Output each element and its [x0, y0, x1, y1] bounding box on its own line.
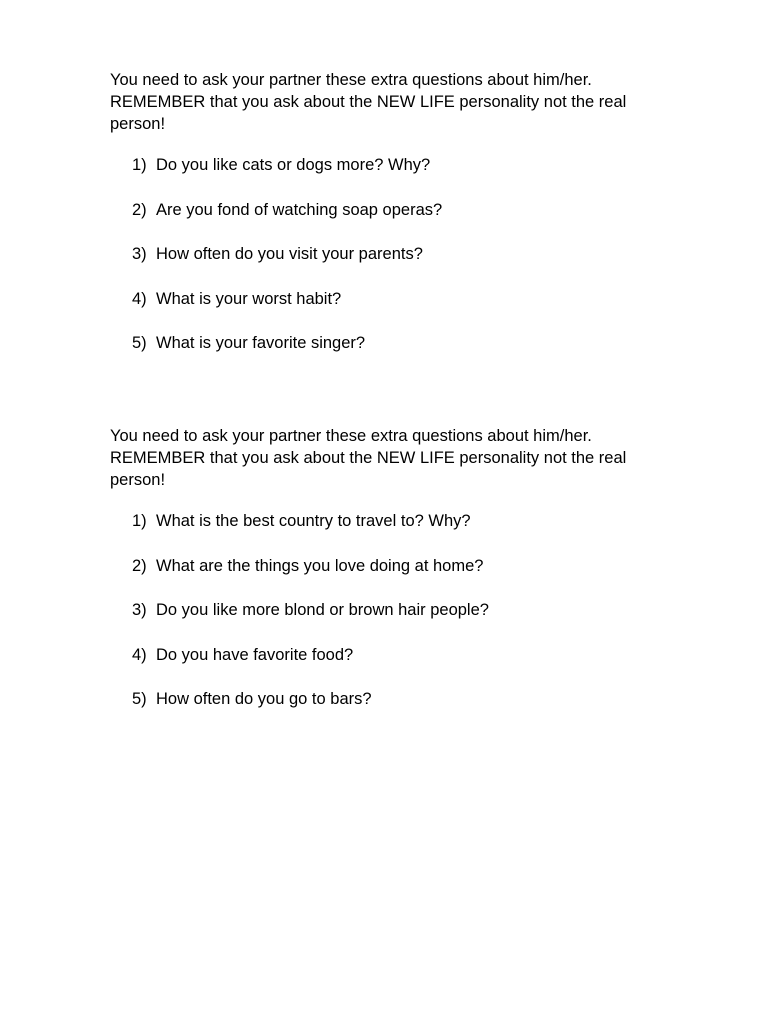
intro-line: person!	[110, 115, 166, 133]
question-text: How often do you visit your parents?	[156, 245, 423, 263]
intro-line: You need to ask your partner these extra questions about him/her.	[110, 427, 592, 445]
question-text: What is your favorite singer?	[156, 334, 366, 352]
intro-line: REMEMBER that you ask about the NEW LIFE personality not the real	[110, 449, 627, 467]
question-number: 3)	[132, 601, 147, 619]
question-number: 1)	[132, 156, 147, 174]
question-number: 4)	[132, 645, 147, 664]
section-intro	[110, 425, 670, 491]
question-section-2	[110, 425, 670, 733]
intro-line: You need to ask your partner these extra questions about him/her.	[110, 71, 592, 89]
question-number: 5)	[132, 690, 147, 708]
question-number: 5)	[132, 334, 147, 352]
list-item	[110, 599, 670, 621]
intro-line: person!	[110, 471, 166, 489]
question-text: Do you have favorite food?	[156, 645, 354, 664]
question-text: What are the things you love doing at home?	[156, 556, 484, 575]
list-item	[110, 510, 670, 532]
list-item	[110, 332, 670, 354]
intro-line: REMEMBER that you ask about the NEW LIFE personality not the real	[110, 93, 627, 111]
question-section-1	[110, 69, 670, 377]
question-text: Do you like cats or dogs more? Why?	[156, 156, 431, 174]
question-number: 2)	[132, 556, 147, 575]
list-item	[110, 243, 670, 265]
list-item	[110, 688, 670, 710]
question-text: What is the best country to travel to? Why?	[156, 512, 471, 530]
question-number: 3)	[132, 245, 147, 263]
list-item	[110, 555, 670, 577]
question-list	[110, 510, 670, 710]
list-item	[110, 154, 670, 176]
question-number: 2)	[132, 200, 147, 219]
question-text: How often do you go to bars?	[156, 690, 372, 708]
question-list	[110, 154, 670, 354]
question-number: 1)	[132, 512, 147, 530]
section-intro	[110, 69, 670, 135]
question-text: What is your worst habit?	[156, 289, 342, 308]
list-item	[110, 644, 670, 666]
question-number: 4)	[132, 289, 147, 308]
list-item	[110, 199, 670, 221]
list-item	[110, 288, 670, 310]
question-text: Are you fond of watching soap operas?	[156, 200, 443, 219]
question-text: Do you like more blond or brown hair people?	[156, 601, 489, 619]
